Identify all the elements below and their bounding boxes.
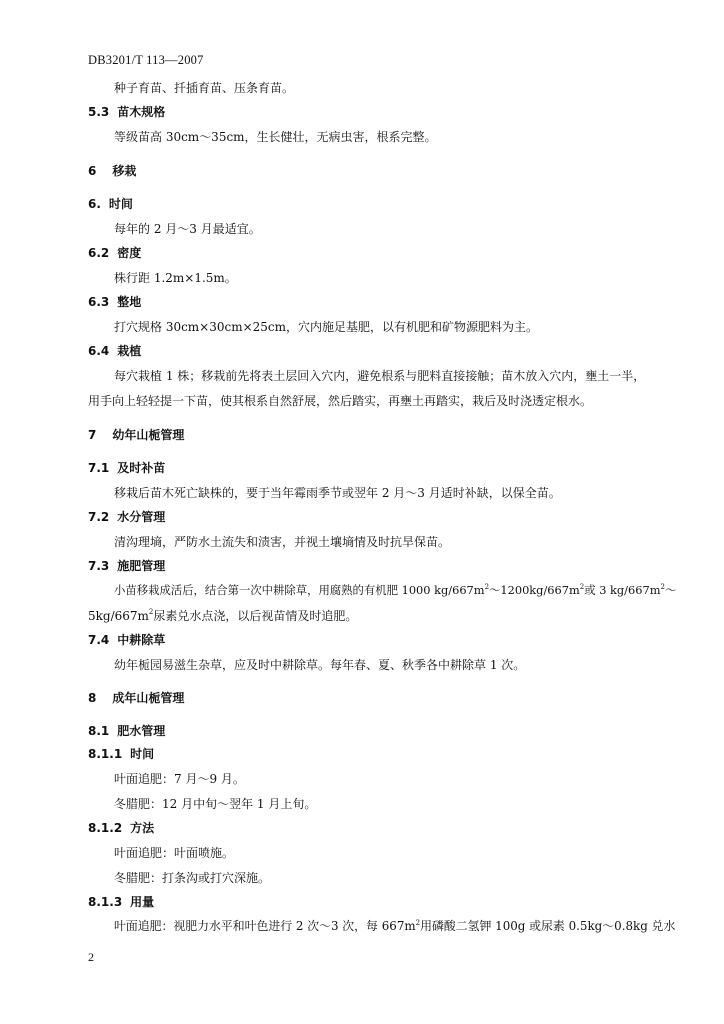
section-heading-8-1-1 xyxy=(88,748,154,760)
section-number: 7.2 xyxy=(88,510,110,524)
section-title: 移栽 xyxy=(112,164,137,178)
section-number: 8.1.2 xyxy=(88,821,123,835)
section-heading-8-1 xyxy=(88,725,165,737)
section-number: 7.4 xyxy=(88,633,110,647)
text-run: 用磷酸二氢钾 100g 或尿素 0.5kg～0.8kg 兑水 xyxy=(420,919,676,933)
section-title: 施肥管理 xyxy=(117,559,166,573)
section-number: 8.1.1 xyxy=(88,747,123,761)
paragraph-line xyxy=(114,921,675,933)
paragraph-line: 移栽后苗木死亡缺株的，要于当年霉雨季节或翌年 2 月～3 月适时补缺，以保全苗。 xyxy=(114,486,561,500)
paragraph-line: 等级苗高 30cm～35cm，生长健壮，无病虫害，根系完整。 xyxy=(114,130,437,144)
superscript: 2 xyxy=(660,583,665,591)
section-heading-7-4 xyxy=(88,634,165,646)
section-heading-6-2 xyxy=(88,247,141,259)
section-title: 整地 xyxy=(117,295,142,309)
paragraph-line: 打穴规格 30cm×30cm×25cm，穴内施足基肥，以有机肥和矿物源肥料为主。 xyxy=(114,320,539,334)
section-title: 栽植 xyxy=(117,344,142,358)
paragraph-line: 株行距 1.2m×1.5m。 xyxy=(114,271,237,285)
section-title: 肥水管理 xyxy=(117,724,166,738)
document-header: DB3201/T 113—2007 xyxy=(88,53,204,67)
section-number: 7.3 xyxy=(88,559,110,573)
section-number: 6. xyxy=(88,197,101,211)
superscript: 2 xyxy=(415,919,421,927)
section-title: 成年山栀管理 xyxy=(112,691,185,705)
section-heading-7-1 xyxy=(88,462,165,474)
paragraph-line: 用手向上轻轻提一下苗，使其根系自然舒展，然后踏实，再壅土再踏实，栽后及时浇透定根水。 xyxy=(88,394,593,408)
text-run: 叶面追肥：视肥力水平和叶色进行 2 次～3 次，每 667m xyxy=(114,919,416,933)
section-heading-8-1-2 xyxy=(88,822,154,834)
superscript: 2 xyxy=(484,583,490,591)
section-number: 8 xyxy=(88,691,97,705)
paragraph-line xyxy=(114,585,676,596)
page-number: 2 xyxy=(88,950,94,964)
section-heading-7-2 xyxy=(88,511,165,523)
section-number: 8.1 xyxy=(88,724,110,738)
paragraph-line: 叶面追肥：7 月～9 月。 xyxy=(114,772,245,786)
section-number: 6.4 xyxy=(88,344,110,358)
section-heading-6-1 xyxy=(88,198,133,210)
text-run: 小苗移栽成活后，结合第一次中耕除草，用腐熟的有机肥 1000 kg/667m xyxy=(114,583,485,597)
paragraph-line: 叶面追肥：叶面喷施。 xyxy=(114,846,235,860)
superscript: 2 xyxy=(579,583,585,591)
section-title: 幼年山栀管理 xyxy=(112,428,185,442)
section-heading-7-3 xyxy=(88,560,165,572)
paragraph-line: 种子育苗、扦插育苗、压条育苗。 xyxy=(114,81,295,95)
section-number: 6 xyxy=(88,164,97,178)
paragraph-line: 每年的 2 月～3 月最适宜。 xyxy=(114,222,261,236)
section-title: 中耕除草 xyxy=(117,633,166,647)
section-title: 水分管理 xyxy=(117,510,166,524)
section-heading-7 xyxy=(88,429,184,441)
section-heading-8-1-3 xyxy=(88,896,154,908)
section-number: 8.1.3 xyxy=(88,895,123,909)
paragraph-line: 冬腊肥：12 月中旬～翌年 1 月上旬。 xyxy=(114,797,317,811)
section-heading-6 xyxy=(88,165,136,177)
paragraph-line: 冬腊肥：打条沟或打穴深施。 xyxy=(114,871,271,885)
section-title: 及时补苗 xyxy=(117,461,166,475)
superscript: 2 xyxy=(148,608,154,616)
paragraph-line: 清沟理墒，严防水土流失和渍害，并视土壤墒情及时抗旱保苗。 xyxy=(114,535,451,549)
section-number: 7.1 xyxy=(88,461,110,475)
paragraph-line: 每穴栽植 1 株；移栽前先将表土层回入穴内，避免根系与肥料直接接触；苗木放入穴内，壅土一半， xyxy=(114,369,646,383)
section-title: 密度 xyxy=(117,246,142,260)
section-number: 6.3 xyxy=(88,295,110,309)
section-title: 方法 xyxy=(130,821,155,835)
section-heading-5-3 xyxy=(88,106,165,118)
section-title: 时间 xyxy=(130,747,155,761)
section-heading-6-4 xyxy=(88,345,141,357)
text-run: 5kg/667m xyxy=(88,609,149,623)
text-run: 尿素兑水点浇，以后视苗情及时追肥。 xyxy=(153,609,358,623)
section-title: 苗木规格 xyxy=(117,105,166,119)
section-heading-8 xyxy=(88,692,184,704)
section-number: 5.3 xyxy=(88,105,110,119)
section-heading-6-3 xyxy=(88,296,141,308)
paragraph-line xyxy=(88,610,357,622)
section-number: 7 xyxy=(88,428,97,442)
section-number: 6.2 xyxy=(88,246,110,260)
text-run: ～1200kg/667m xyxy=(489,583,580,597)
text-run: 或 3 kg/667m xyxy=(584,583,661,597)
section-title: 用量 xyxy=(130,895,155,909)
paragraph-line: 幼年栀园易滋生杂草，应及时中耕除草。每年春、夏、秋季各中耕除草 1 次。 xyxy=(114,658,526,672)
section-title: 时间 xyxy=(108,197,133,211)
text-run: ～ xyxy=(664,583,677,597)
